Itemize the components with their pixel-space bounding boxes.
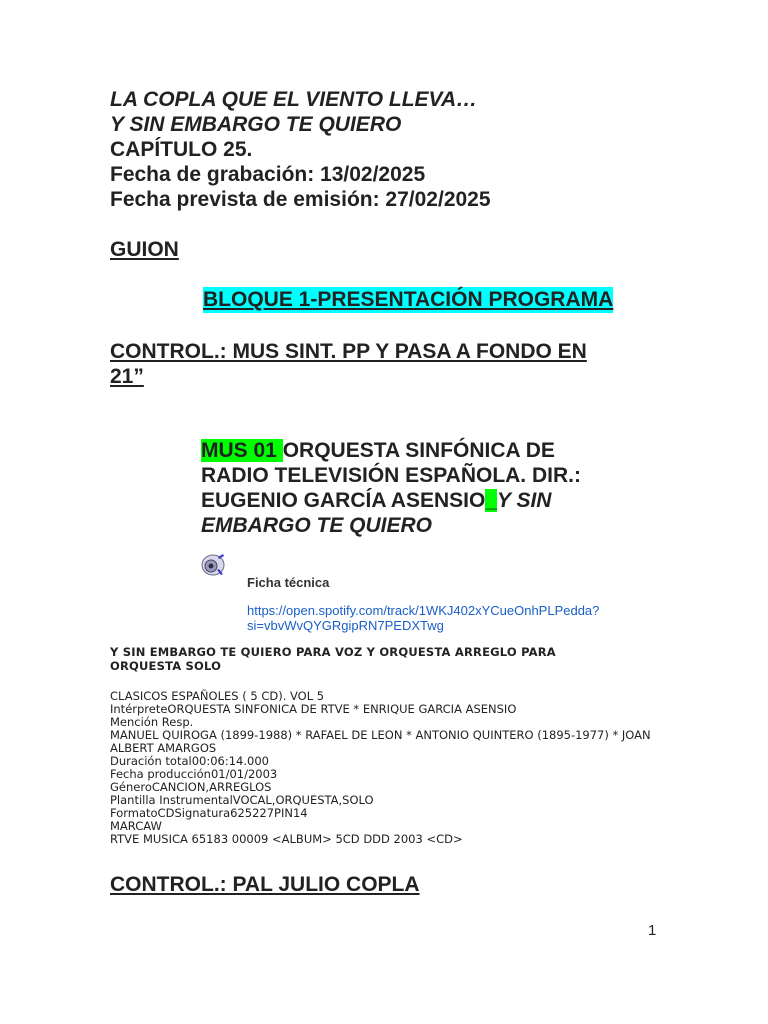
metadata-line: FormatoCDSignatura625227PIN14 [110, 806, 308, 820]
album-metadata [110, 690, 670, 846]
control-instruction-line2: 21” [110, 365, 144, 388]
music-song-title-part2: EMBARGO TE QUIERO [201, 514, 433, 537]
spotify-link[interactable]: https://open.spotify.com/track/1WKJ402xYCueOnhPLPedda? si=vbvWvQYGRgipRN7PEDXTwg [247, 603, 600, 633]
page-number: 1 [648, 922, 657, 939]
speaker-icon[interactable] [200, 553, 226, 577]
broadcast-date: Fecha prevista de emisión: 27/02/2025 [110, 188, 491, 211]
music-code: MUS 01 [201, 439, 283, 462]
control-instruction-2: CONTROL.: PAL JULIO COPLA [110, 873, 420, 896]
music-song-title-part1: Y SIN [497, 489, 552, 512]
metadata-line: MARCAW [110, 819, 162, 833]
recording-date: Fecha de grabación: 13/02/2025 [110, 163, 426, 186]
control-instruction-line1: CONTROL.: MUS SINT. PP Y PASA A FONDO EN [110, 340, 587, 363]
music-separator: _ [485, 489, 497, 512]
metadata-line: ALBERT AMARGOS [110, 741, 217, 755]
metadata-line: Plantilla InstrumentalVOCAL,ORQUESTA,SOLO [110, 793, 374, 807]
episode-title: Y SIN EMBARGO TE QUIERO [110, 113, 402, 136]
block-1-title: BLOQUE 1-PRESENTACIÓN PROGRAMA [203, 288, 614, 311]
ficha-tecnica-label: Ficha técnica [247, 575, 330, 590]
music-line3: EUGENIO GARCÍA ASENSIO [201, 489, 486, 512]
metadata-line: CLASICOS ESPAÑOLES ( 5 CD). VOL 5 [110, 689, 325, 703]
metadata-line: IntérpreteORQUESTA SINFONICA DE RTVE * ENRIQUE GARCIA ASENSIO [110, 702, 517, 716]
metadata-line: RTVE MUSICA 65183 00009 <ALBUM> 5CD DDD 2003 <CD> [110, 832, 463, 846]
chapter-label: CAPÍTULO 25. [110, 138, 253, 161]
music-line1: ORQUESTA SINFÓNICA DE [282, 439, 555, 462]
metadata-line: MANUEL QUIROGA (1899-1988) * RAFAEL DE LEON * ANTONIO QUINTERO (1895-1977) * JOAN [110, 728, 651, 742]
guion-heading: GUION [110, 238, 179, 261]
metadata-line: Mención Resp. [110, 715, 194, 729]
music-cue [201, 438, 631, 538]
metadata-line: Duración total00:06:14.000 [110, 754, 269, 768]
program-title: LA COPLA QUE EL VIENTO LLEVA… [110, 88, 478, 111]
metadata-line: Fecha producción01/01/2003 [110, 767, 278, 781]
music-line2: RADIO TELEVISIÓN ESPAÑOLA. DIR.: [201, 464, 581, 487]
song-title: Y SIN EMBARGO TE QUIERO PARA VOZ Y ORQUESTA ARREGLO PARA ORQUESTA SOLO [110, 645, 556, 673]
metadata-line: GéneroCANCION,ARREGLOS [110, 780, 272, 794]
